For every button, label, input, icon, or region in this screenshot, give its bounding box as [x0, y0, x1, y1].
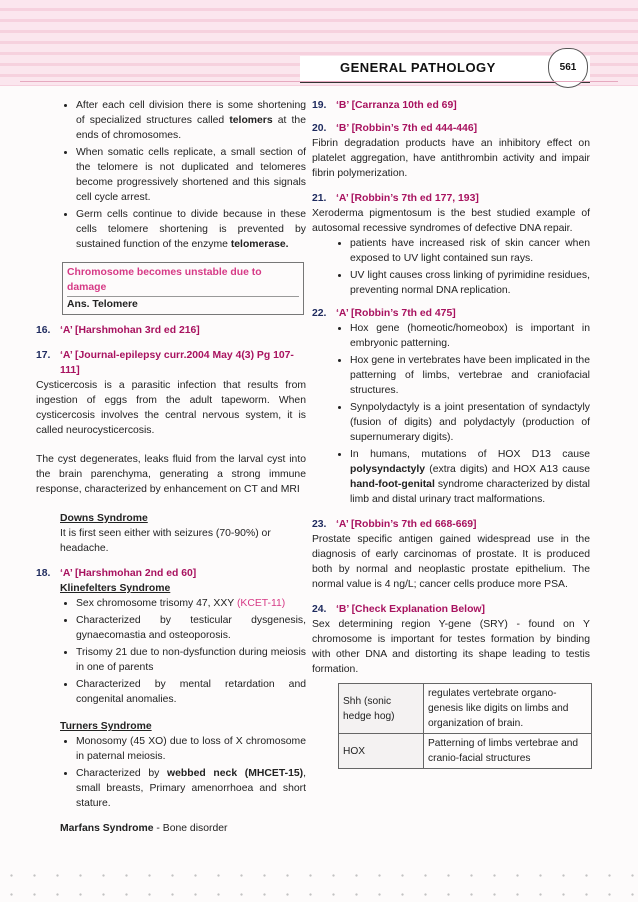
answer-number: 19.: [312, 100, 327, 111]
footer-dots: [0, 866, 638, 902]
box-answer: Ans. Telomere: [67, 299, 138, 310]
answer-reference: ‘B’ [Carranza 10th ed 69]: [336, 100, 457, 111]
answer-reference: ‘A’ [Journal-epilepsy curr.2004 May 4(3) Pg 107-111]: [60, 350, 294, 376]
list-item: • Characterized by testicular dysgenesis, gynaecomastia and osteoporosis.: [76, 613, 306, 643]
list-item: • Characterized by mental retardation and congenital anomalies.: [76, 677, 306, 707]
answer-reference: ‘A’ [Robbin’s 7th ed 475]: [336, 308, 456, 319]
paragraph: Marfans Syndrome - Bone disorder: [60, 823, 228, 834]
subheading: Klinefelters Syndrome: [60, 583, 171, 594]
page-number: 561: [559, 62, 577, 73]
list-item: • Synpolydactyly is a joint presentation of syndactyly (fusion of digits) and polydactyly (production of supernumerary digits).: [350, 400, 590, 445]
table-cell: Shh (sonic hedge hog): [339, 684, 424, 734]
answer-19: [312, 98, 590, 113]
list-item: • patients have increased risk of skin cancer when exposed to UV light contained sun rays.: [350, 236, 590, 266]
hox-list: [312, 321, 590, 507]
header-rule: [20, 81, 618, 82]
table-cell: regulates vertebrate organo-genesis like digits on limbs and organization of brain.: [424, 684, 592, 734]
answer-number: 21.: [312, 193, 327, 204]
answer-22: [312, 306, 590, 507]
paragraph: It is first seen either with seizures (70-90%) or headache.: [60, 528, 271, 554]
left-column: [36, 98, 306, 836]
answer-number: 18.: [36, 568, 51, 579]
answer-reference: ‘A’ [Robbin’s 7th ed 668-669]: [336, 519, 477, 530]
answer-number: 16.: [36, 325, 51, 336]
box-question: Chromosome becomes unstable due to damage: [67, 265, 299, 297]
question-box: [62, 262, 304, 315]
list-item: • When somatic cells replicate, a small section of the telomere is not duplicated and telomeres become progressively shortened and this signals cell cycle arrest.: [76, 145, 306, 205]
xeroderma-list: [312, 236, 590, 298]
answer-23: [312, 517, 590, 592]
answer-number: 22.: [312, 308, 327, 319]
list-item: • Sex chromosome trisomy 47, XXY (KCET-11): [76, 596, 306, 611]
answer-number: 23.: [312, 519, 327, 530]
answer-24: [312, 602, 590, 769]
subheading: Downs Syndrome: [60, 513, 148, 524]
list-item: • Trisomy 21 due to non-dysfunction during meiosis in one of parents: [76, 645, 306, 675]
klinefelter-list: [36, 596, 306, 707]
telomere-list: [36, 98, 306, 252]
gene-table: [338, 683, 592, 769]
list-item: • In humans, mutations of HOX D13 cause polysyndactyly (extra digits) and HOX A13 cause hand-foot-genital syndrome characterized by distal limb and distal urinary tract malformations.: [350, 447, 590, 507]
list-item: • Hox gene in vertebrates have been implicated in the patterning of limbs, vertebrae and craniofacial structures.: [350, 353, 590, 398]
answer-17: [36, 348, 306, 556]
turner-list: [36, 734, 306, 811]
paragraph: Prostate specific antigen gained widespread use in the diagnosis of early carcinomas of prostate. It is produced both by normal and neoplastic prostate epithelium. The normal value is 4 ng/L; cancer cells produce more PSA.: [312, 534, 590, 590]
list-item: • Hox gene (homeotic/homeobox) is important in embryonic patterning.: [350, 321, 590, 351]
answer-21: [312, 191, 590, 298]
list-item: • Germ cells continue to divide because in these cells telomere shortening is prevented by sustained function of the enzyme telomerase.: [76, 207, 306, 252]
list-item: • Monosomy (45 XO) due to loss of X chromosome in paternal meiosis.: [76, 734, 306, 764]
table-row: [339, 734, 592, 769]
right-column: [312, 98, 590, 769]
answer-number: 24.: [312, 604, 327, 615]
subheading: Turners Syndrome: [60, 721, 152, 732]
list-item: • UV light causes cross linking of pyrimidine residues, preventing normal DNA replication.: [350, 268, 590, 298]
answer-20: [312, 121, 590, 181]
answer-reference: ‘A’ [Harshmohan 3rd ed 216]: [60, 325, 200, 336]
paragraph: The cyst degenerates, leaks fluid from the larval cyst into the brain parenchyma, generating a strong immune response, characterized by enhancement on CT and MRI: [36, 454, 306, 495]
page-section-title: GENERAL PATHOLOGY: [340, 60, 496, 75]
paragraph: Sex determining region Y-gene (SRY) - found on Y chromosome is important for testes formation by binding with other DNA and distorting its shape leading to testis formation.: [312, 619, 590, 675]
answer-16: [36, 323, 306, 338]
paragraph: Xeroderma pigmentosum is the best studied example of autosomal recessive syndromes of defective DNA repair.: [312, 208, 590, 234]
paragraph: Cysticercosis is a parasitic infection that results from ingestion of eggs from the adult tapeworm. When cysticercosis involves the central nervous system, it is called neurocysticercosis.: [36, 380, 306, 436]
answer-reference: ‘A’ [Harshmohan 2nd ed 60]: [60, 568, 197, 579]
tooth-icon: [548, 48, 588, 88]
list-item: • After each cell division there is some shortening of specialized structures called telomers at the ends of chromosomes.: [76, 98, 306, 143]
answer-number: 17.: [36, 350, 51, 361]
answer-18: [36, 566, 306, 836]
answer-reference: ‘A’ [Robbin’s 7th ed 177, 193]: [336, 193, 479, 204]
list-item: • Characterized by webbed neck (MHCET-15), small breasts, Primary amenorrhoea and short stature.: [76, 766, 306, 811]
answer-reference: ‘B’ [Check Explanation Below]: [336, 604, 485, 615]
answer-reference: ‘B’ [Robbin’s 7th ed 444-446]: [336, 123, 478, 134]
answer-number: 20.: [312, 123, 327, 134]
table-row: [339, 684, 592, 734]
table-cell: Patterning of limbs vertebrae and cranio-facial structures: [424, 734, 592, 769]
paragraph: Fibrin degradation products have an inhibitory effect on platelet aggregation, have antithrombin activity and impair fibrin polymerization.: [312, 138, 590, 179]
table-cell: HOX: [339, 734, 424, 769]
